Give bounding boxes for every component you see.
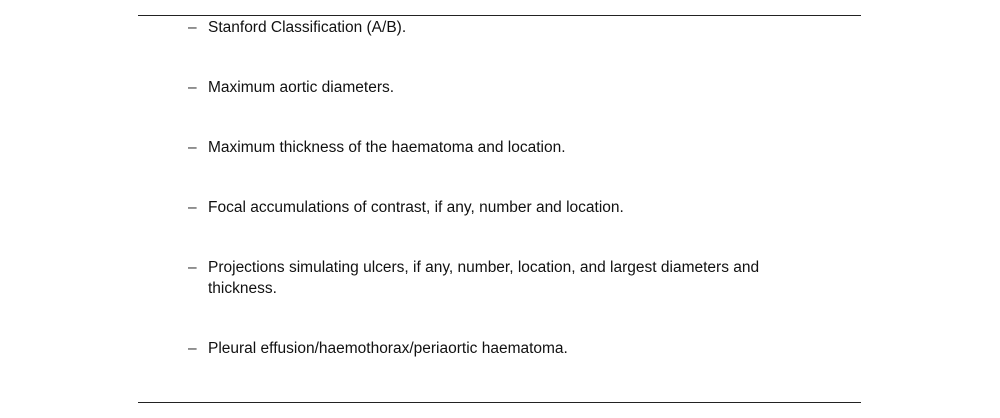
list-item: [188, 197, 788, 218]
list-item-text: Maximum thickness of the haematoma and location.: [208, 139, 566, 156]
dash-bullet: –: [188, 19, 197, 36]
list-item-text: Maximum aortic diameters.: [208, 79, 395, 96]
list-item: [188, 17, 788, 38]
list-item-text: Pleural effusion/haemothorax/periaortic haematoma.: [208, 340, 568, 357]
list-item-text: Stanford Classification (A/B).: [208, 19, 407, 36]
top-rule: [138, 15, 861, 16]
dash-bullet: –: [188, 199, 197, 216]
bottom-rule: [138, 402, 861, 403]
list-item-text: Projections simulating ulcers, if any, number, location, and largest diameters and thickness.: [208, 259, 760, 297]
list-item-text: Focal accumulations of contrast, if any, number and location.: [208, 199, 624, 216]
dash-bullet: –: [188, 79, 197, 96]
list-item: [188, 77, 788, 98]
dash-bullet: –: [188, 340, 197, 357]
list-item: [188, 137, 788, 158]
list-item: [188, 338, 788, 359]
list-item: [188, 257, 788, 299]
dash-bullet: –: [188, 139, 197, 156]
dash-bullet: –: [188, 259, 197, 276]
